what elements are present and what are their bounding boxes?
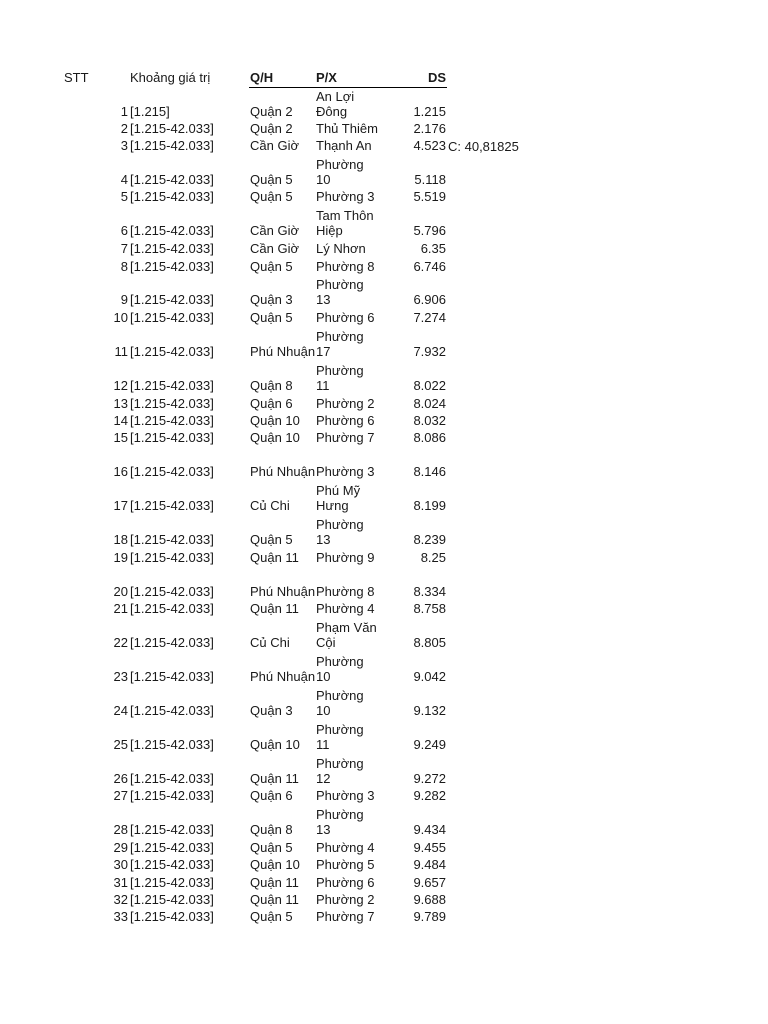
row-qh: Quận 11 [250, 550, 299, 565]
row-px: Phường 12 [316, 756, 364, 786]
row-px: Phường 10 [316, 688, 364, 718]
header-qh: Q/H [250, 70, 274, 85]
row-range: [1.215-42.033] [130, 532, 214, 547]
row-qh: Quận 11 [250, 771, 299, 786]
row-px: Phường 7 [316, 430, 375, 445]
row-ds: 8.022 [413, 378, 446, 393]
row-px: Phường 8 [316, 584, 375, 599]
row-range: [1.215-42.033] [130, 241, 214, 256]
row-ds: 8.25 [420, 550, 446, 565]
row-stt: 11 [114, 344, 128, 359]
row-px: Phường 11 [316, 363, 364, 393]
row-ds: 7.274 [413, 310, 446, 325]
row-stt: 24 [113, 703, 128, 718]
row-stt: 12 [113, 378, 128, 393]
header-px: P/X [316, 70, 337, 85]
row-ds: 8.199 [413, 498, 446, 513]
row-range: [1.215-42.033] [130, 771, 214, 786]
row-px: Phường 10 [316, 157, 364, 187]
row-qh: Quận 10 [250, 857, 300, 872]
row-px: Phường 6 [316, 413, 375, 428]
row-qh: Quận 10 [250, 413, 300, 428]
row-stt: 10 [113, 310, 128, 325]
row-ds: 8.805 [413, 635, 446, 650]
row-range: [1.215-42.033] [130, 498, 214, 513]
row-ds: 2.176 [413, 121, 446, 136]
row-qh: Quận 5 [250, 840, 293, 855]
row-ds: 9.042 [413, 669, 446, 684]
row-ds: 9.455 [413, 840, 446, 855]
row-qh: Quận 2 [250, 121, 293, 136]
row-px: Phường 4 [316, 840, 375, 855]
row-stt: 30 [113, 857, 128, 872]
row-range: [1.215-42.033] [130, 430, 214, 445]
row-ds: 9.688 [413, 892, 446, 907]
row-px: Phường 13 [316, 517, 364, 547]
row-range: [1.215-42.033] [130, 223, 214, 238]
row-stt: 8 [120, 259, 128, 274]
row-px: Phường 2 [316, 892, 375, 907]
row-ds: 5.519 [413, 189, 446, 204]
row-px: Phường 2 [316, 396, 375, 411]
row-qh: Quận 10 [250, 737, 300, 752]
row-ds: 6.746 [413, 259, 446, 274]
row-range: [1.215-42.033] [130, 822, 214, 837]
row-stt: 31 [113, 875, 128, 890]
row-ds: 8.146 [413, 464, 446, 479]
row-ds: 8.024 [413, 396, 446, 411]
row-qh: Cần Giờ [250, 241, 299, 256]
row-qh: Phú Nhuận [250, 669, 316, 684]
row-ds: 7.932 [413, 344, 446, 359]
row-range: [1.215-42.033] [130, 121, 214, 136]
row-px: Phường 4 [316, 601, 375, 616]
row-px: Phường 5 [316, 857, 375, 872]
row-ds: 4.523 [413, 138, 446, 153]
row-stt: 20 [113, 584, 128, 599]
row-qh: Phú Nhuận [250, 584, 316, 599]
row-px: Phường 6 [316, 875, 375, 890]
row-stt: 21 [113, 601, 128, 616]
row-qh: Củ Chi [250, 635, 290, 650]
row-range: [1.215-42.033] [130, 344, 214, 359]
row-stt: 6 [120, 223, 128, 238]
header-khoang-gia-tri: Khoảng giá trị [130, 70, 211, 85]
row-range: [1.215-42.033] [130, 584, 214, 599]
row-qh: Quận 5 [250, 310, 293, 325]
row-ds: 9.434 [413, 822, 446, 837]
row-range: [1.215] [130, 104, 170, 119]
row-px: Phường 3 [316, 788, 375, 803]
row-range: [1.215-42.033] [130, 189, 214, 204]
row-range: [1.215-42.033] [130, 840, 214, 855]
row-stt: 13 [113, 396, 128, 411]
row-qh: Quận 5 [250, 172, 293, 187]
row-px: Phường 8 [316, 259, 375, 274]
row-ds: 9.249 [413, 737, 446, 752]
row-stt: 19 [113, 550, 128, 565]
row-ds: 9.272 [413, 771, 446, 786]
row-ds: 9.484 [413, 857, 446, 872]
row-stt: 16 [113, 464, 128, 479]
row-ds: 9.789 [413, 909, 446, 924]
row-range: [1.215-42.033] [130, 669, 214, 684]
row-range: [1.215-42.033] [130, 601, 214, 616]
row-stt: 3 [120, 138, 128, 153]
row-stt: 2 [120, 121, 128, 136]
row-range: [1.215-42.033] [130, 892, 214, 907]
row-px: Phường 3 [316, 464, 375, 479]
row-ds: 9.282 [413, 788, 446, 803]
row-ds: 8.758 [413, 601, 446, 616]
row-range: [1.215-42.033] [130, 464, 214, 479]
row-stt: 27 [113, 788, 128, 803]
row-px: Phường 3 [316, 189, 375, 204]
row-stt: 15 [113, 430, 128, 445]
row-range: [1.215-42.033] [130, 857, 214, 872]
row-qh: Phú Nhuận [250, 464, 316, 479]
row-px: Phường 13 [316, 807, 364, 837]
row-range: [1.215-42.033] [130, 292, 214, 307]
row-range: [1.215-42.033] [130, 550, 214, 565]
row-ds: 8.032 [413, 413, 446, 428]
row-stt: 32 [113, 892, 128, 907]
row-ds: 6.35 [420, 241, 446, 256]
row-qh: Phú Nhuận [250, 344, 316, 359]
row-stt: 33 [113, 909, 128, 924]
row-range: [1.215-42.033] [130, 310, 214, 325]
row-stt: 28 [113, 822, 128, 837]
row-qh: Quận 5 [250, 909, 293, 924]
row-stt: 1 [120, 104, 128, 119]
header-stt: STT [64, 70, 89, 85]
row-stt: 9 [120, 292, 128, 307]
row-stt: 23 [113, 669, 128, 684]
row-range: [1.215-42.033] [130, 635, 214, 650]
row-ds: 9.657 [413, 875, 446, 890]
row-px: Phường 10 [316, 654, 364, 684]
row-ds: 5.796 [413, 223, 446, 238]
row-px: Lý Nhơn [316, 241, 366, 256]
row-range: [1.215-42.033] [130, 138, 214, 153]
row-px: Thạnh An [316, 138, 372, 153]
row-range: [1.215-42.033] [130, 788, 214, 803]
row-range: [1.215-42.033] [130, 396, 214, 411]
header-ds: DS [427, 70, 446, 85]
row-px: Thủ Thiêm [316, 121, 378, 136]
row-stt: 18 [113, 532, 128, 547]
row-qh: Quận 10 [250, 430, 300, 445]
row-qh: Quận 11 [250, 601, 299, 616]
row-stt: 5 [120, 189, 128, 204]
row-qh: Quận 3 [250, 292, 293, 307]
row-stt: 7 [120, 241, 128, 256]
row-px: An Lợi Đông [316, 89, 355, 119]
row-qh: Quận 2 [250, 104, 293, 119]
row-ds: 9.132 [413, 703, 446, 718]
row-range: [1.215-42.033] [130, 909, 214, 924]
row-qh: Quận 5 [250, 259, 293, 274]
row-qh: Cần Giờ [250, 223, 299, 238]
row-qh: Quận 3 [250, 703, 293, 718]
row-qh: Quận 6 [250, 396, 293, 411]
row-px: Phường 13 [316, 277, 364, 307]
row-stt: 25 [113, 737, 128, 752]
row-ds: 5.118 [414, 172, 446, 187]
row-ds: 8.334 [413, 584, 446, 599]
row-range: [1.215-42.033] [130, 259, 214, 274]
row-qh: Quận 11 [250, 875, 299, 890]
row-px: Phường 17 [316, 329, 364, 359]
row-px: Phường 11 [316, 722, 364, 752]
row-range: [1.215-42.033] [130, 737, 214, 752]
row-stt: 29 [113, 840, 128, 855]
row-px: Phường 7 [316, 909, 375, 924]
row-range: [1.215-42.033] [130, 378, 214, 393]
row-qh: Quận 5 [250, 532, 293, 547]
row-range: [1.215-42.033] [130, 875, 214, 890]
row-stt: 4 [120, 172, 128, 187]
row-qh: Quận 6 [250, 788, 293, 803]
row-ds: 1.215 [413, 104, 446, 119]
row-qh: Quận 8 [250, 378, 293, 393]
row-qh: Quận 5 [250, 189, 293, 204]
row-ds: 6.906 [413, 292, 446, 307]
row-px: Phạm Văn Cội [316, 620, 377, 650]
row-px: Tam Thôn Hiệp [316, 208, 374, 238]
row-qh: Quận 11 [250, 892, 299, 907]
row-range: [1.215-42.033] [130, 172, 214, 187]
row-qh: Quận 8 [250, 822, 293, 837]
row-ds: 8.239 [413, 532, 446, 547]
row-stt: 14 [113, 413, 128, 428]
row-ds: 8.086 [413, 430, 446, 445]
row-px: Phường 6 [316, 310, 375, 325]
row-range: [1.215-42.033] [130, 413, 214, 428]
row-range: [1.215-42.033] [130, 703, 214, 718]
row-stt: 22 [113, 635, 128, 650]
row-stt: 17 [113, 498, 128, 513]
row-qh: Củ Chi [250, 498, 290, 513]
row-stt: 26 [113, 771, 128, 786]
row-px: Phường 9 [316, 550, 375, 565]
row-qh: Cần Giờ [250, 138, 299, 153]
row-px: Phú Mỹ Hưng [316, 483, 361, 513]
cell-note: C: 40,81825 [448, 139, 519, 154]
